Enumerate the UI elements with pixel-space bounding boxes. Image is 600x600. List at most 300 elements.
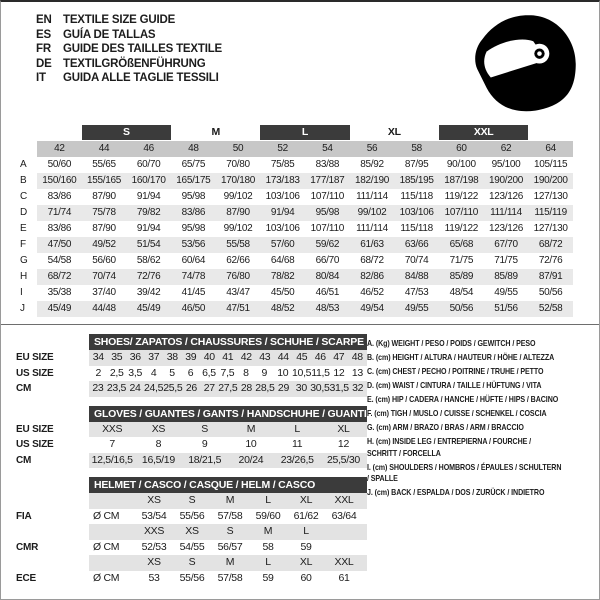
table-row — [16, 381, 367, 397]
cell: 71/75 — [494, 255, 518, 266]
row-cells — [89, 366, 367, 382]
cell: 70/80 — [226, 159, 250, 170]
cell: 119/122 — [444, 223, 478, 234]
row-label — [16, 524, 89, 540]
cell: 58/62 — [136, 255, 161, 266]
cell: 27 — [203, 382, 215, 394]
cell: 46/51 — [315, 287, 340, 298]
cell: 11,5 — [311, 366, 330, 379]
cell: 91/94 — [270, 207, 295, 218]
cell: 111/114 — [490, 207, 522, 218]
cell: 34 — [92, 351, 104, 363]
cell: 44/48 — [92, 303, 116, 314]
cell: 16,5/19 — [141, 453, 175, 466]
row-label: CM — [16, 454, 32, 466]
cell: 6,5 — [202, 366, 216, 379]
cell: 49/52 — [92, 239, 116, 250]
cell: 95/98 — [181, 191, 206, 202]
language-title-row — [36, 13, 222, 28]
cell — [325, 540, 363, 556]
row-cells — [37, 173, 573, 189]
cell: 39 — [185, 351, 197, 363]
cell: 56/60 — [92, 255, 116, 266]
row-letter-spacer — [15, 141, 37, 157]
cell: 18/21,5 — [188, 453, 222, 466]
cell: 30,5 — [310, 382, 330, 394]
cell: 83/88 — [315, 159, 340, 170]
cell: 38 — [166, 351, 178, 363]
row-letter: A — [20, 159, 27, 170]
cell: 61/63 — [360, 239, 384, 250]
cell: 75/78 — [92, 207, 116, 218]
row-cells — [89, 493, 367, 509]
cell: 107/110 — [444, 207, 478, 218]
cell: 29 — [277, 382, 290, 394]
cell: 48 — [351, 351, 363, 363]
row-label: ECE — [16, 572, 36, 584]
cell: 9 — [261, 366, 268, 379]
legend-item: H. (cm) INSIDE LEG / ENTREPIERNA / FOURCHE / SCHRITT / FORCELLA — [366, 436, 531, 458]
cell: 32 — [352, 382, 364, 394]
column-header: 58 — [411, 143, 422, 154]
table-row — [16, 524, 367, 540]
cell: 127/130 — [533, 223, 568, 234]
accessory-tables — [16, 334, 367, 595]
cell: 87/90 — [92, 191, 116, 202]
column-header: 46 — [143, 143, 154, 154]
cell: 190/200 — [488, 175, 524, 186]
language-code: FR — [36, 43, 51, 55]
cell: 12,5/16,5 — [91, 453, 133, 466]
cell: 68/72 — [360, 255, 384, 266]
cell: 51/54 — [136, 239, 161, 250]
row-cells — [37, 269, 573, 285]
row-letter-spacer — [15, 124, 37, 141]
cell: 63/66 — [404, 239, 429, 250]
row-cells — [37, 253, 573, 269]
cell: 48/53 — [315, 303, 340, 314]
cell: 173/183 — [265, 175, 300, 186]
cell: 7,5 — [220, 366, 235, 379]
cell: 185/195 — [399, 175, 434, 186]
legend-item: C. (cm) CHEST / PECHO / POITRINE / TRUHE / PETTO — [366, 366, 544, 376]
cell: 28 — [240, 382, 252, 394]
cell: 46/50 — [181, 303, 206, 314]
cell: 41 — [222, 351, 234, 363]
table-row — [15, 221, 573, 237]
cell: 64/68 — [270, 255, 295, 266]
cell: 70/74 — [92, 271, 116, 282]
cell: 72/76 — [538, 255, 563, 266]
table-row — [15, 157, 573, 173]
cell: 84/88 — [404, 271, 429, 282]
cell: 54/58 — [47, 255, 72, 266]
cell: 105/115 — [534, 159, 568, 170]
cell: M — [225, 556, 235, 568]
cell: S — [201, 422, 209, 435]
cell: XS — [151, 422, 166, 435]
cell: 5 — [169, 366, 175, 379]
unit-cell: Ø CM — [93, 540, 120, 553]
cell: XL — [299, 494, 313, 506]
cell: 30 — [295, 382, 307, 394]
cell: 25,5/30 — [326, 453, 360, 466]
cell: 95/98 — [315, 207, 340, 218]
cell: 60/64 — [181, 255, 206, 266]
cell: 90/100 — [446, 159, 476, 170]
cell: 123/126 — [488, 223, 524, 234]
table-row — [15, 173, 573, 189]
row-letter: D — [20, 207, 27, 218]
language-code: EN — [36, 14, 52, 26]
cell: XS — [185, 525, 199, 537]
cell: 7 — [109, 438, 115, 450]
row-label: US SIZE — [16, 439, 54, 451]
cell: 103/106 — [265, 191, 300, 202]
cell: 50/56 — [449, 303, 474, 314]
cell: 115/119 — [534, 207, 567, 218]
cell: 47/53 — [404, 287, 429, 298]
cell: 65/68 — [449, 239, 474, 250]
cell: 83/86 — [47, 223, 72, 234]
row-cells — [37, 189, 573, 205]
row-cells — [89, 524, 367, 540]
table-row — [15, 189, 573, 205]
table-title-row — [16, 477, 367, 493]
cell: 59/60 — [255, 509, 281, 522]
legend-item: F. (cm) TIGH / MUSLO / CUISSE / SCHENKEL / COSCIA — [366, 408, 547, 418]
cell: 83/86 — [47, 191, 72, 202]
cell: 43 — [259, 351, 271, 363]
cell: 99/102 — [223, 223, 253, 234]
cell: 58 — [262, 540, 274, 553]
cell: 35/38 — [47, 287, 72, 298]
guide-title: GUIDA ALLE TAGLIE TESSILI — [63, 72, 219, 84]
language-title-row — [36, 57, 222, 72]
size-group-label: XL — [387, 126, 401, 138]
row-cells — [37, 301, 573, 317]
legend-item: G. (cm) ARM / BRAZO / BRAS / ARM / BRACCIO — [366, 422, 524, 432]
cell: 31,5 — [329, 382, 349, 394]
row-label: EU SIZE — [16, 423, 54, 435]
table-row — [16, 493, 367, 509]
cell: 160/170 — [131, 175, 166, 186]
row-cells — [89, 422, 367, 438]
cell: 170/180 — [220, 175, 256, 186]
cell: 45/49 — [136, 303, 161, 314]
cell: 24 — [129, 382, 141, 394]
cell: S — [188, 494, 196, 506]
cell: 127/130 — [533, 191, 568, 202]
language-title-row — [36, 71, 222, 86]
gloves-size-table — [16, 406, 367, 469]
cell: 187/198 — [444, 175, 479, 186]
column-header: 62 — [500, 143, 512, 154]
cell: 85/92 — [360, 159, 384, 170]
unit-cell — [89, 493, 135, 509]
size-group-label: S — [82, 125, 171, 140]
table-row — [15, 237, 573, 253]
row-label: US SIZE — [16, 367, 54, 379]
cell: XS — [147, 494, 161, 506]
cell: 8 — [155, 438, 162, 450]
column-header-row — [15, 141, 573, 157]
cell: 155/165 — [86, 175, 122, 186]
cell: 87/90 — [92, 223, 116, 234]
row-cells — [89, 350, 367, 366]
cell: M — [263, 525, 273, 537]
guide-title: TEXTILE SIZE GUIDE — [63, 14, 176, 26]
cell: 27,5 — [218, 382, 238, 394]
column-header-cells — [37, 141, 573, 157]
unit-cell: Ø CM — [93, 509, 120, 522]
row-label: FIA — [16, 510, 32, 522]
cell: XXL — [334, 494, 354, 506]
row-label: CMR — [16, 541, 39, 553]
cell: 49/54 — [360, 303, 384, 314]
cell: 61 — [338, 571, 350, 584]
cell: 49/55 — [404, 303, 429, 314]
cell: 39/42 — [136, 287, 161, 298]
cell: 52/58 — [538, 303, 563, 314]
cell: 75/85 — [270, 159, 295, 170]
racing-helmet-icon — [469, 12, 583, 116]
row-letter: H — [20, 271, 27, 282]
cell: 40 — [203, 351, 215, 363]
cell: 13 — [351, 366, 363, 379]
cell: 63/64 — [331, 509, 357, 522]
measurement-legend — [367, 334, 600, 595]
cell: 23,5 — [106, 382, 127, 394]
table-row — [15, 253, 573, 269]
label-spacer — [16, 334, 89, 350]
cell: 80/84 — [315, 271, 340, 282]
size-group-cells — [37, 124, 573, 141]
cell: 47/50 — [47, 239, 72, 250]
cell: 55/58 — [226, 239, 250, 250]
cell: 48/52 — [270, 303, 295, 314]
legend-item: D. (cm) WAIST / CINTURA / TAILLE / HÜFTUNG / VITA — [366, 380, 541, 390]
cell: L — [265, 494, 271, 506]
legend-item: I. (cm) SHOULDERS / HOMBROS / ÉPAULES / SCHULTERN / SPALLE — [366, 461, 561, 483]
cell: 45/49 — [47, 303, 72, 314]
table-row — [16, 555, 367, 571]
cell: 10 — [277, 366, 289, 379]
cell: 2,5 — [109, 366, 124, 379]
textile-size-table — [15, 124, 573, 317]
shoes-size-table — [16, 334, 367, 397]
cell: 10,5 — [291, 366, 312, 379]
cell: 66/70 — [315, 255, 340, 266]
row-cells — [89, 509, 367, 525]
cell: 91/94 — [136, 191, 161, 202]
cell: 99/102 — [223, 191, 253, 202]
cell: XS — [147, 556, 161, 568]
cell: 65/75 — [181, 159, 206, 170]
language-title-row — [36, 28, 222, 43]
cell: 71/75 — [449, 255, 474, 266]
language-code: ES — [36, 28, 51, 41]
row-label — [16, 493, 89, 509]
row-cells — [89, 540, 367, 556]
cell: 70/74 — [404, 255, 429, 266]
column-header: 56 — [366, 143, 378, 154]
cell: 59 — [262, 571, 274, 584]
cell: 150/160 — [42, 175, 77, 186]
cell: 107/110 — [310, 191, 344, 202]
row-cells — [89, 437, 367, 453]
unit-cell — [89, 524, 135, 540]
column-header: 52 — [277, 143, 288, 154]
cell: 52/53 — [141, 540, 167, 553]
table-row — [15, 285, 573, 301]
cell: 23 — [92, 382, 104, 394]
label-spacer — [16, 406, 89, 422]
table-row — [16, 509, 367, 525]
cell: 87/95 — [404, 159, 429, 170]
cell: 53/54 — [141, 509, 167, 522]
row-cells — [37, 157, 573, 173]
cell: L — [294, 422, 300, 435]
cell: 26 — [185, 382, 197, 394]
cell: 10 — [245, 438, 257, 450]
row-cells — [37, 221, 573, 237]
size-group-label: XXL — [439, 125, 528, 140]
table-row — [16, 350, 367, 366]
column-header: 44 — [98, 143, 110, 154]
cell: 47/51 — [226, 303, 250, 314]
row-letter: G — [20, 255, 28, 266]
table-title-row — [16, 406, 367, 422]
cell: 68/72 — [47, 271, 72, 282]
cell: 83/86 — [181, 207, 206, 218]
row-letter: C — [20, 191, 27, 202]
row-cells — [37, 205, 573, 221]
row-cells — [37, 285, 573, 301]
cell: 42 — [240, 351, 252, 363]
cell: L — [265, 556, 271, 568]
cell: 28,5 — [255, 382, 275, 394]
cell: 11 — [292, 438, 303, 450]
table-title-row — [16, 334, 367, 350]
cell: 51/56 — [494, 303, 518, 314]
column-header: 48 — [188, 143, 199, 154]
size-group-row — [15, 124, 573, 141]
guide-title: TEXTILGRÖßENFÜHRUNG — [63, 57, 206, 70]
cell: 67/70 — [494, 239, 518, 250]
cell: 12 — [333, 366, 345, 379]
cell: 55/56 — [179, 509, 205, 522]
column-header: 60 — [456, 143, 467, 154]
cell: 25,5 — [163, 382, 183, 394]
cell: 62/66 — [226, 255, 250, 266]
cell: 6 — [187, 366, 194, 379]
cell: 37/40 — [92, 287, 116, 298]
cell: M — [225, 494, 235, 506]
cell: 50/56 — [538, 287, 563, 298]
cell: 115/118 — [400, 223, 433, 234]
cell: 76/80 — [226, 271, 250, 282]
cell: 99/102 — [357, 207, 387, 218]
cell: 119/122 — [444, 191, 478, 202]
cell: 20/24 — [238, 453, 264, 466]
cell: 49/55 — [494, 287, 518, 298]
cell: 46/52 — [360, 287, 384, 298]
shoes-table-title: SHOES/ ZAPATOS / CHAUSSURES / SCHUHE / SCARPE — [89, 334, 367, 350]
cell: 37 — [148, 351, 160, 363]
legend-item: J. (cm) BACK / ESPALDA / DOS / ZURÜCK / INDIETRO — [366, 487, 544, 497]
group-spacer — [528, 124, 573, 141]
language-title-list — [36, 13, 222, 86]
cell: 46 — [314, 351, 326, 363]
language-code: IT — [36, 72, 46, 84]
table-row — [15, 301, 573, 317]
row-letter: B — [20, 175, 27, 186]
cell: 3,5 — [128, 366, 142, 379]
table-row — [16, 571, 367, 587]
column-header: 54 — [322, 143, 333, 154]
cell: L — [303, 525, 309, 537]
cell: 41/45 — [181, 287, 206, 298]
cell: 54/55 — [179, 540, 205, 553]
row-label: CM — [16, 383, 32, 395]
cell: 190/200 — [533, 175, 568, 186]
cell: 111/114 — [356, 223, 388, 234]
cell: 2 — [95, 366, 101, 379]
cell: 74/78 — [181, 271, 206, 282]
cell: 44 — [277, 351, 289, 363]
cell: 12 — [337, 438, 349, 450]
row-cells — [89, 571, 367, 587]
cell: 111/114 — [356, 191, 388, 202]
cell: 59/62 — [315, 239, 340, 250]
cell: 8 — [243, 366, 249, 379]
cell: 85/89 — [449, 271, 474, 282]
row-letter: F — [20, 239, 26, 250]
cell: 59 — [300, 540, 312, 553]
cell: 95/100 — [491, 159, 521, 170]
column-header: 50 — [232, 143, 244, 154]
row-letter: I — [20, 287, 23, 298]
cell: 123/126 — [488, 191, 524, 202]
legend-item: A. (Kg) WEIGHT / PESO / POIDS / GEWITCH / PESO — [366, 338, 536, 348]
cell: 103/106 — [265, 223, 300, 234]
cell — [325, 524, 363, 540]
cell: 53/56 — [181, 239, 206, 250]
table-row — [16, 422, 367, 438]
table-row — [15, 269, 573, 285]
bottom-section — [1, 325, 599, 595]
guide-title: GUIDE DES TAILLES TEXTILE — [63, 43, 222, 55]
table-row — [16, 453, 367, 469]
cell: 71/74 — [47, 207, 72, 218]
helmet-table-title: HELMET / CASCO / CASQUE / HELM / CASCO — [89, 477, 367, 493]
cell: 23/26,5 — [280, 453, 314, 466]
cell: 45/50 — [270, 287, 295, 298]
row-cells — [89, 453, 367, 469]
cell: 91/94 — [136, 223, 161, 234]
row-label — [16, 555, 89, 571]
helmet-size-table — [16, 477, 367, 586]
cell: 55/65 — [92, 159, 116, 170]
table-row — [16, 366, 367, 382]
gloves-table-title: GLOVES / GUANTES / GANTS / HANDSCHUHE / GUANTI — [89, 406, 367, 422]
cell: 9 — [201, 438, 208, 450]
cell: 177/187 — [310, 175, 345, 186]
cell: 60/70 — [136, 159, 161, 170]
cell: S — [226, 525, 234, 537]
cell: 79/82 — [136, 207, 161, 218]
